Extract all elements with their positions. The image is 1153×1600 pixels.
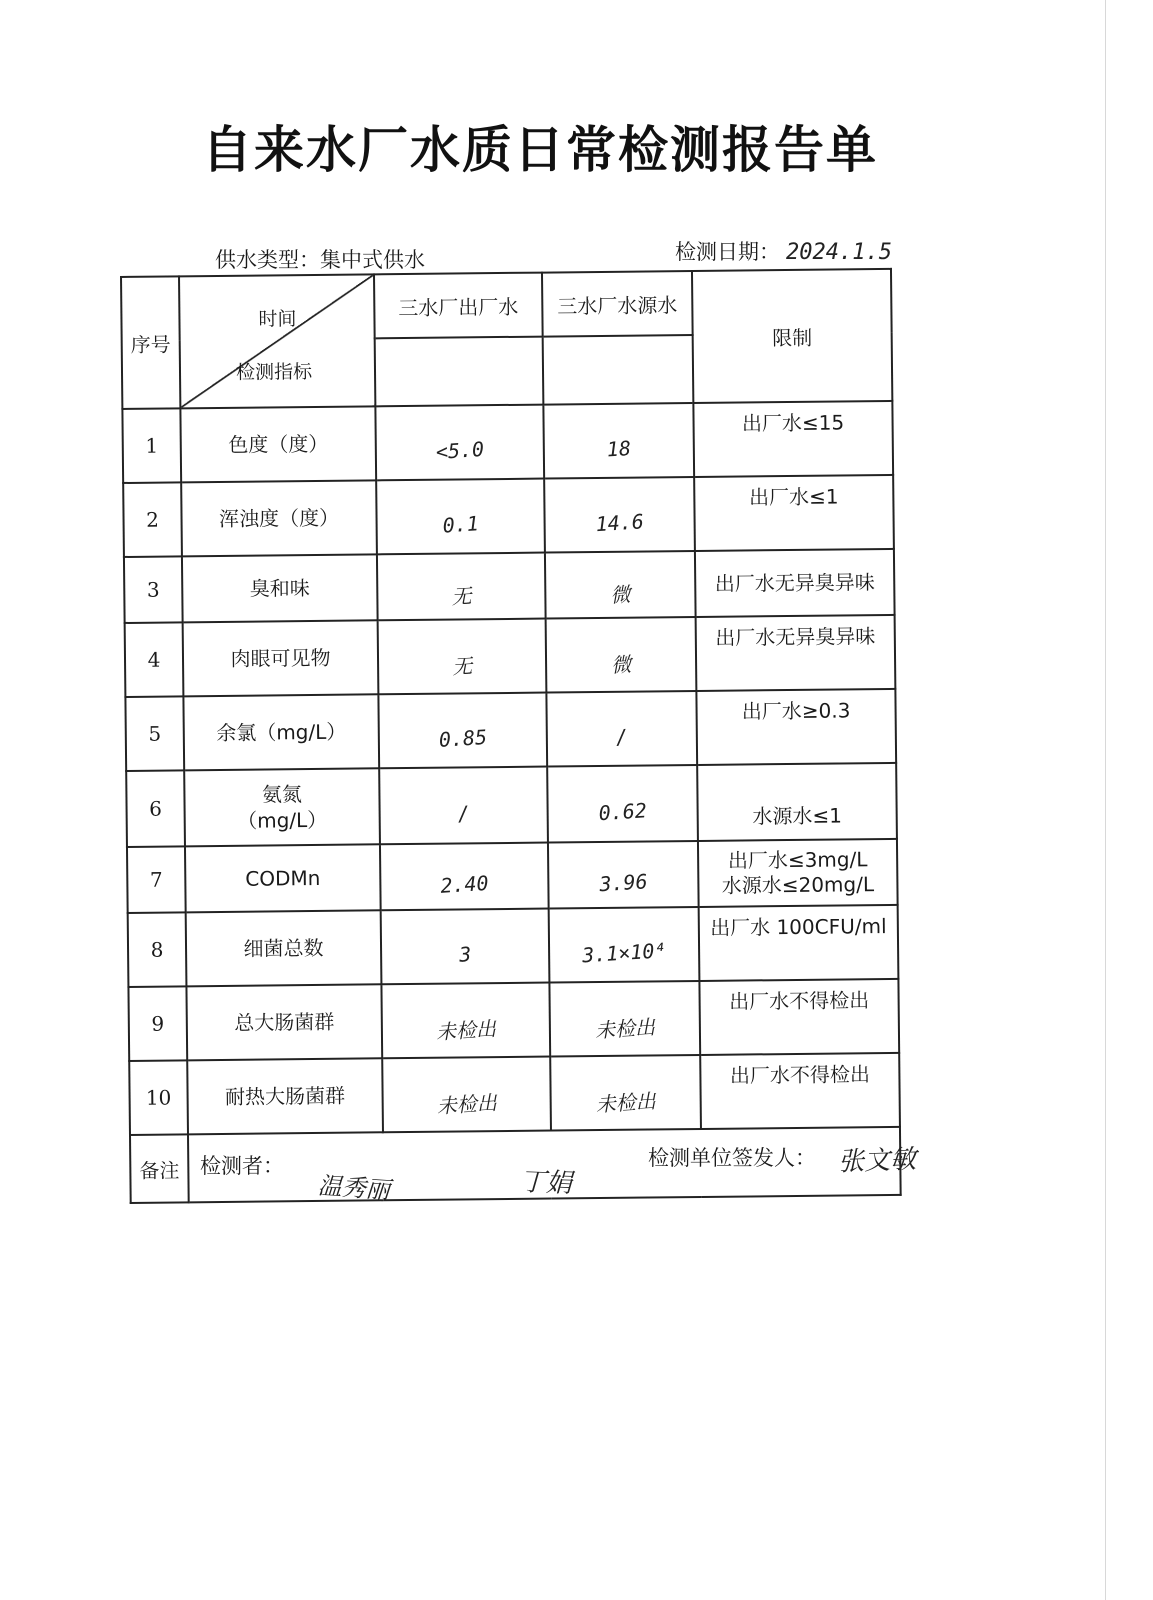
row-limit: 出厂水≤15 — [693, 401, 893, 477]
row-indicator: 色度（度） — [180, 406, 376, 482]
row-outlet-value: 0.1 — [376, 479, 545, 555]
col-header-outlet: 三水厂出厂水 — [374, 273, 543, 339]
table-row — [123, 475, 894, 557]
scan-edge-line — [1105, 0, 1106, 1600]
table-row — [128, 905, 899, 987]
row-indicator: 总大肠菌群 — [186, 984, 382, 1060]
row-limit: 出厂水无异臭异味 — [696, 615, 896, 691]
row-seq: 2 — [123, 482, 182, 557]
row-source-value: 3.1×10⁴ — [549, 907, 700, 983]
supply-type: 供水类型：集中式供水 — [215, 248, 425, 272]
row-outlet-value: 0.85 — [378, 693, 547, 769]
seq-header: 序号 — [121, 276, 180, 409]
row-seq: 4 — [125, 622, 184, 697]
row-indicator: 余氯（mg/L） — [183, 694, 379, 770]
row-outlet-value: 无 — [378, 619, 547, 695]
row-outlet-value: 3 — [381, 909, 550, 985]
row-outlet-value: 2.40 — [380, 843, 549, 911]
row-source-value: 微 — [545, 551, 696, 619]
row-outlet-value: 无 — [377, 553, 546, 621]
report-table — [120, 268, 902, 1204]
table-row — [127, 839, 898, 913]
diagonal-header — [179, 274, 375, 408]
row-seq: 9 — [128, 986, 187, 1061]
test-date — [675, 236, 892, 266]
table-row — [128, 979, 899, 1061]
col-header-source: 三水厂水源水 — [542, 271, 693, 337]
remark-label: 备注 — [130, 1134, 189, 1203]
diag-header-time: 时间 — [258, 308, 297, 331]
row-seq: 5 — [125, 696, 184, 771]
table-row — [125, 689, 896, 771]
row-source-value: 未检出 — [550, 1055, 701, 1131]
col-time-outlet — [375, 337, 544, 407]
col-time-source — [543, 335, 694, 405]
row-limit: 水源水≤1 — [697, 763, 897, 841]
row-limit: 出厂水不得检出 — [699, 979, 899, 1055]
row-limit: 出厂水不得检出 — [700, 1053, 900, 1129]
test-date-label: 检测日期： — [675, 240, 780, 264]
tester-signature-1: 温秀丽 — [316, 1171, 391, 1205]
col-header-limit: 限制 — [692, 269, 892, 403]
row-indicator: CODMn — [185, 844, 381, 912]
row-outlet-value: 未检出 — [382, 1057, 551, 1133]
row-indicator: 氨氮 （mg/L） — [184, 768, 380, 846]
row-seq: 3 — [124, 556, 183, 623]
table-row — [129, 1053, 900, 1135]
row-source-value: 未检出 — [549, 981, 700, 1057]
row-indicator: 耐热大肠菌群 — [187, 1058, 383, 1134]
row-indicator: 细菌总数 — [186, 910, 382, 986]
row-seq: 7 — [127, 846, 186, 913]
row-outlet-value: 未检出 — [381, 983, 550, 1059]
row-limit: 出厂水≤3mg/L 水源水≤20mg/L — [698, 839, 898, 907]
table-row — [124, 549, 895, 623]
row-limit: 出厂水无异臭异味 — [695, 549, 895, 617]
row-limit: 出厂水≥0.3 — [696, 689, 896, 765]
diag-header-indicator: 检测指标 — [235, 360, 313, 384]
row-outlet-value: <5.0 — [375, 405, 544, 481]
row-source-value: 3.96 — [548, 841, 699, 909]
row-indicator: 臭和味 — [182, 554, 378, 622]
row-seq: 6 — [126, 770, 185, 847]
row-indicator: 肉眼可见物 — [183, 620, 379, 696]
table-row — [125, 615, 896, 697]
row-seq: 1 — [122, 408, 181, 483]
tester-signature-2: 丁娟 — [519, 1167, 573, 1199]
row-source-value: / — [546, 691, 697, 767]
row-source-value: 18 — [543, 403, 694, 479]
row-limit: 出厂水≤1 — [694, 475, 894, 551]
issuer-signature: 张文敏 — [837, 1144, 917, 1178]
row-source-value: 微 — [546, 617, 697, 693]
report-title: 自来水厂水质日常检测报告单 — [202, 121, 878, 179]
issuer-label: 检测单位签发人： — [648, 1146, 816, 1170]
table-row — [122, 401, 893, 483]
row-outlet-value: / — [379, 767, 548, 845]
row-source-value: 14.6 — [544, 477, 695, 553]
tester-label: 检测者： — [200, 1154, 284, 1178]
test-date-value: 2024.1.5 — [786, 240, 892, 265]
row-seq: 10 — [129, 1060, 188, 1135]
row-limit: 出厂水 100CFU/ml — [699, 905, 899, 981]
row-indicator: 浑浊度（度） — [181, 480, 377, 556]
row-seq: 8 — [128, 912, 187, 987]
table-row — [126, 763, 897, 847]
row-source-value: 0.62 — [547, 765, 698, 843]
